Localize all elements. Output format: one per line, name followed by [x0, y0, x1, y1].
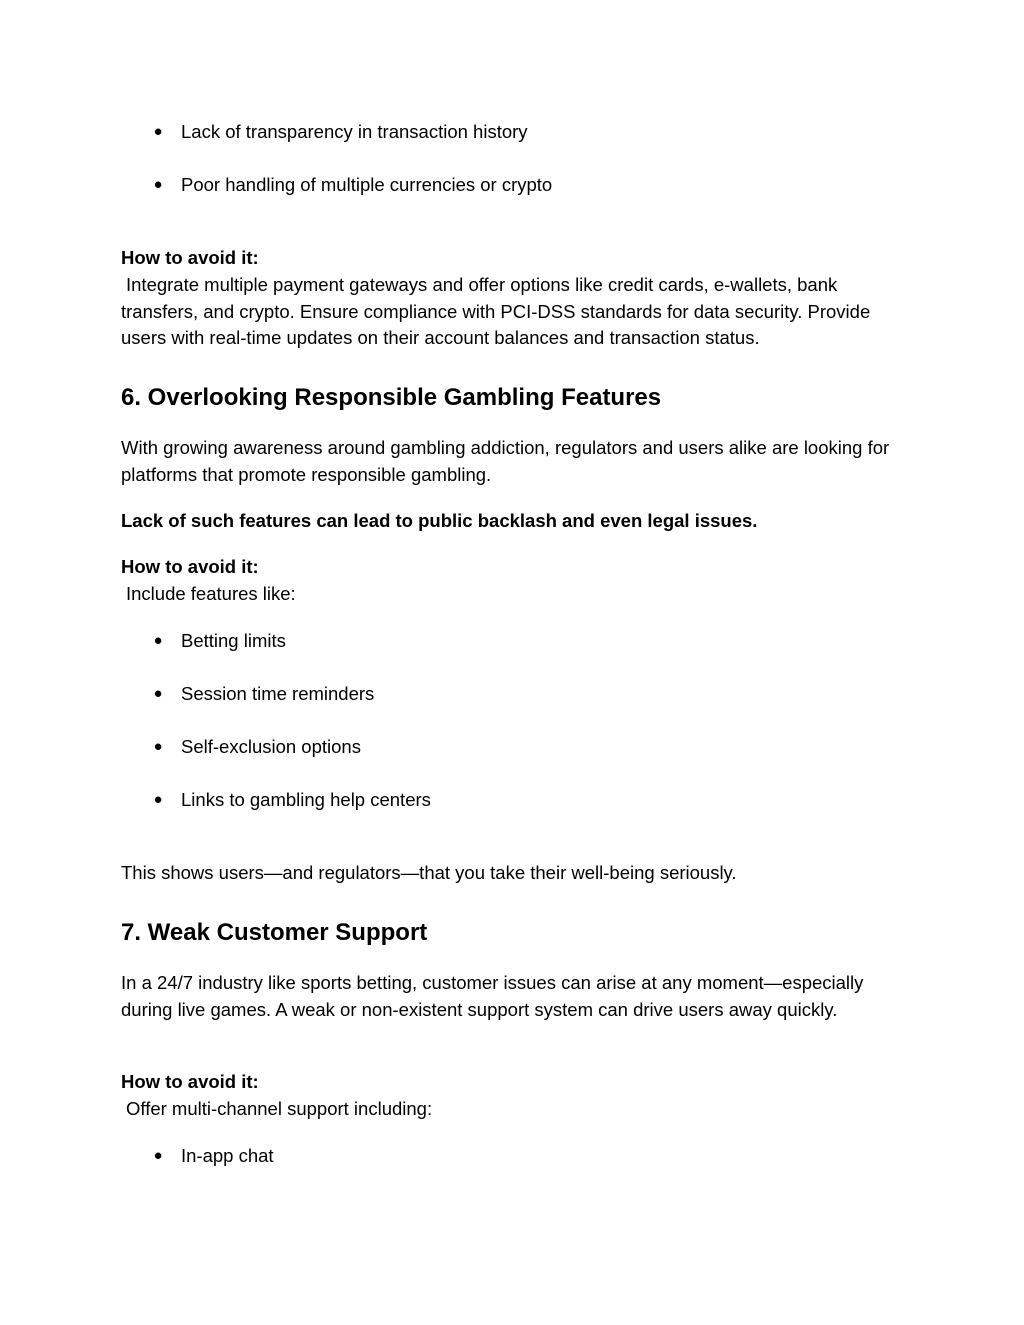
how-to-avoid-text: Include features like:: [126, 583, 296, 604]
bullet-icon: ●: [153, 791, 163, 808]
list-item-text: Links to gambling help centers: [181, 789, 431, 810]
how-to-avoid-text: Offer multi-channel support including:: [126, 1098, 433, 1119]
list-item-text: Poor handling of multiple currencies or crypto: [181, 174, 553, 195]
list-item-text: Lack of transparency in transaction history: [181, 121, 528, 142]
list-item: [151, 119, 891, 146]
list-item: [151, 734, 891, 761]
list-item: [151, 1143, 891, 1170]
bullet-icon: ●: [153, 738, 163, 755]
list-item-text: Session time reminders: [181, 683, 375, 704]
section-heading: 7. Weak Customer Support: [121, 919, 428, 946]
list-item-text: Betting limits: [181, 630, 286, 651]
section-intro: In a 24/7 industry like sports betting, customer issues can arise at any moment—especially during live games. A weak or non-existent support system can drive users away quickly.: [121, 972, 864, 1020]
list-item: [151, 787, 891, 814]
closing-text: This shows users—and regulators—that you take their well-being seriously.: [121, 862, 737, 883]
list-item: [151, 172, 891, 199]
list-item: [151, 628, 891, 655]
bullet-icon: ●: [153, 632, 163, 649]
bullet-icon: ●: [153, 1147, 163, 1164]
section-heading: 6. Overlooking Responsible Gambling Features: [121, 384, 662, 411]
how-to-avoid-text: Integrate multiple payment gateways and offer options like credit cards, e-wallets, bank transfers, and crypto. Ensure compliance with PCI-DSS standards for data security. Provide users with real-time updates on their account balances and transaction status.: [121, 274, 871, 348]
section-intro: With growing awareness around gambling addiction, regulators and users alike are looking for platforms that promote responsible gambling.: [121, 437, 890, 485]
bullet-icon: ●: [153, 176, 163, 193]
list-item-text: In-app chat: [181, 1145, 274, 1166]
bullet-icon: ●: [153, 123, 163, 140]
warning-text: Lack of such features can lead to public backlash and even legal issues.: [121, 510, 758, 531]
bullet-icon: ●: [153, 685, 163, 702]
how-to-avoid-label: How to avoid it:: [121, 1071, 259, 1092]
list-item: [151, 681, 891, 708]
list-item-text: Self-exclusion options: [181, 736, 361, 757]
how-to-avoid-label: How to avoid it:: [121, 247, 259, 268]
how-to-avoid-label: How to avoid it:: [121, 556, 259, 577]
